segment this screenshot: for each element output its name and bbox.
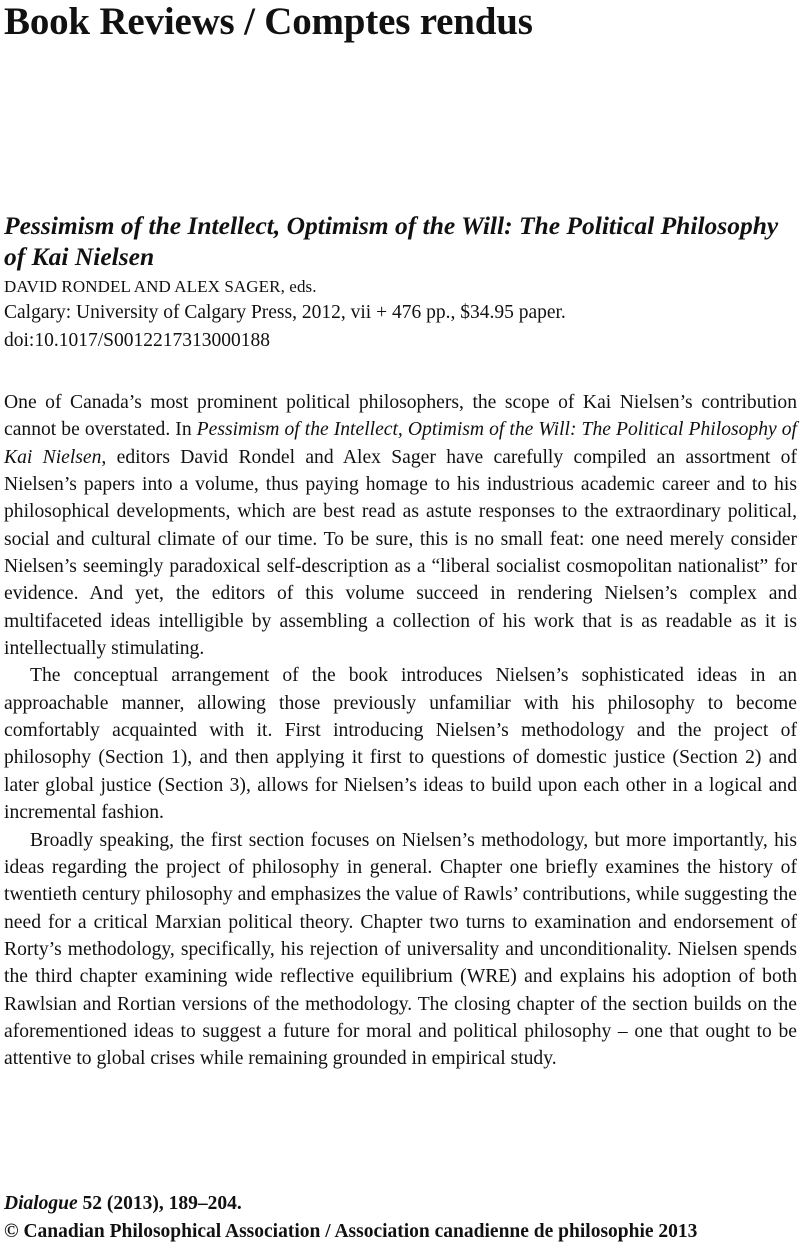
paragraph-1-book-title: Pessimism of the Intellect, Optimism of the Will: The Political Philosophy of Kai Nielsen (4, 419, 797, 468)
paragraph-1 (4, 389, 797, 662)
section-title: Book Reviews / Comptes rendus (4, 0, 533, 43)
copyright-notice: © Canadian Philosophical Association / Association canadienne de philosophie 2013 (4, 1221, 698, 1242)
citation-details: 52 (2013), 189–204. (77, 1193, 242, 1214)
journal-citation (4, 1190, 797, 1218)
publication-info: Calgary: University of Calgary Press, 2012, vii + 476 pp., $34.95 paper. (4, 302, 566, 323)
review-body (4, 389, 797, 1073)
paragraph-1-intro: One of Canada’s most prominent political philosophers, the scope of Kai Nielsen’s contribution cannot be overstated. In (4, 392, 797, 441)
paragraph-2: The conceptual arrangement of the book introduces Nielsen’s sophisticated ideas in an approachable manner, allowing those previously unfamiliar with his philosophy to become comfortably acquainted with it. First introducing Nielsen’s methodology and the project of philosophy (Section 1), and then applying it first to questions of domestic justice (Section 2) and later global justice (Section 3), allows for Nielsen’s ideas to build upon each other in a logical and incremental fashion. (4, 665, 797, 824)
page-footer (4, 1190, 797, 1246)
journal-name: Dialogue (4, 1193, 78, 1214)
editors: DAVID RONDEL AND ALEX SAGER, eds. (4, 277, 317, 296)
book-title: Pessimism of the Intellect, Optimism of the Will: The Political Philosophy of Kai Nielsen (4, 211, 779, 271)
paragraph-3: Broadly speaking, the first section focuses on Nielsen’s methodology, but more importantly, his ideas regarding the project of philosophy in general. Chapter one briefly examines the history of twentieth century philosophy and emphasizes the value of Rawls’ contributions, while suggesting the need for a critical Marxian political theory. Chapter two turns to examination and endorsement of Rorty’s methodology, specifically, his rejection of universality and unconditionality. Nielsen spends the third chapter examining wide reflective equilibrium (WRE) and explains his adoption of both Rawlsian and Rortian versions of the methodology. The closing chapter of the section builds on the aforementioned ideas to suggest a future for moral and political philosophy – one that ought to be attentive to global crises while remaining grounded in empirical study. (4, 829, 797, 1070)
paragraph-1-rest: , editors David Rondel and Alex Sager have carefully compiled an assortment of Nielsen’s papers into a volume, thus paying homage to his industrious academic career and to his philosophical developments, which are best read as astute responses to the extraordinary political, social and cultural climate of our time. To be sure, this is no small feat: one need merely consider Nielsen’s seemingly paradoxical self-description as a “liberal socialist cosmopolitan nationalist” for evidence. And yet, the editors of this volume succeed in rendering Nielsen’s complex and multifaceted ideas intelligible by assembling a collection of his work that is as readable as it is intellectually stimulating. (4, 446, 797, 660)
review-header (4, 210, 794, 355)
doi-link[interactable]: doi:10.1017/S0012217313000188 (4, 330, 270, 351)
